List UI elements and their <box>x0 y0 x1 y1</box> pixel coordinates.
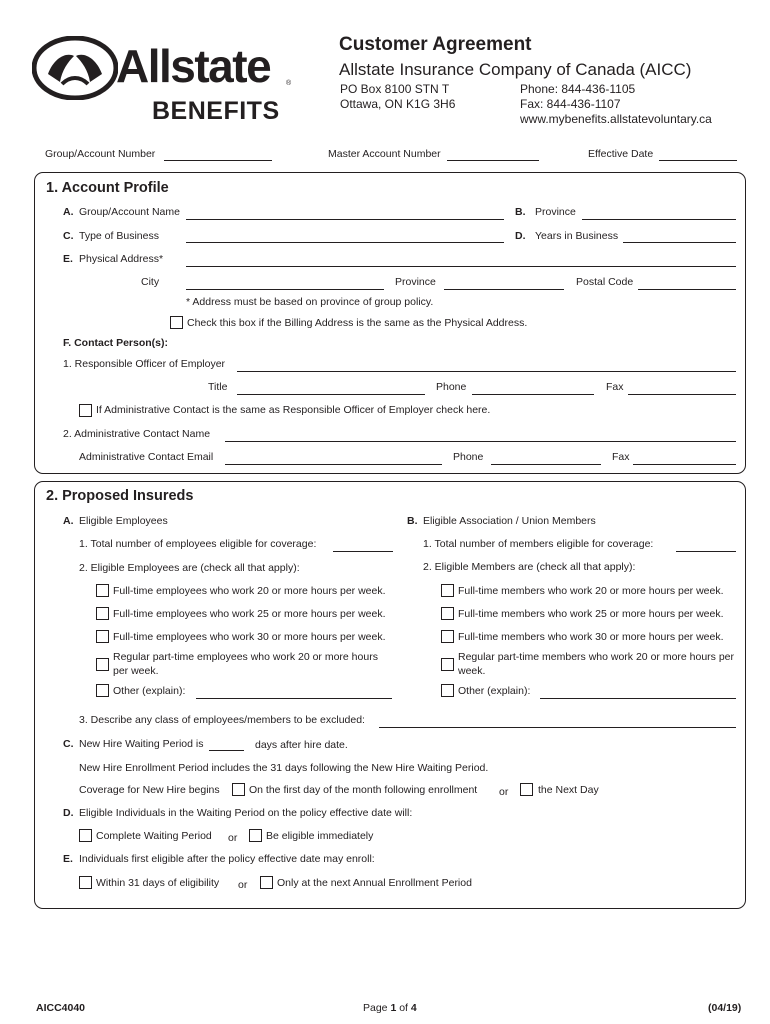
or-text-1: or <box>499 786 509 798</box>
employee-ft25-label: Full-time employees who work 25 or more hours per week. <box>113 608 386 620</box>
employee-pt20-checkbox[interactable] <box>96 658 109 671</box>
officer-title-field[interactable] <box>237 394 425 395</box>
benefits-wordmark: BENEFITS <box>152 97 280 125</box>
proposed-insureds-title: 2. Proposed Insureds <box>46 488 194 504</box>
postal-code-label: Postal Code <box>576 276 634 288</box>
employee-ft30-label: Full-time employees who work 30 or more hours per week. <box>113 631 386 643</box>
province-field[interactable] <box>582 219 736 220</box>
admin-contact-email-label: Administrative Contact Email <box>79 451 214 463</box>
city-field[interactable] <box>186 289 384 290</box>
member-ft20-label: Full-time members who work 20 or more hours per week. <box>458 585 724 597</box>
effective-date-label: Effective Date <box>588 148 654 160</box>
member-ft25-label: Full-time members who work 25 or more hours per week. <box>458 608 724 620</box>
next-annual-label: Only at the next Annual Enrollment Period <box>277 877 472 889</box>
complete-waiting-checkbox[interactable] <box>79 829 92 842</box>
waiting-period-suffix: days after hire date. <box>255 739 348 751</box>
admin-contact-email-field[interactable] <box>225 464 442 465</box>
admin-contact-name-label: 2. Administrative Contact Name <box>63 428 211 440</box>
province-label: Province <box>535 206 576 218</box>
eligible-employees-label: Eligible Employees <box>79 515 168 527</box>
admin-same-label: If Administrative Contact is the same as Responsible Officer of Employer check here. <box>96 404 491 416</box>
type-of-business-field[interactable] <box>186 242 504 243</box>
employee-other-field[interactable] <box>196 698 392 699</box>
member-other-label: Other (explain): <box>458 685 531 697</box>
employee-ft30-checkbox[interactable] <box>96 630 109 643</box>
effective-date-field[interactable] <box>659 160 737 161</box>
total-employees-label: 1. Total number of employees eligible for coverage: <box>79 538 317 550</box>
waiting-individuals-label: Eligible Individuals in the Waiting Period on the policy effective date will: <box>79 807 413 819</box>
next-day-checkbox[interactable] <box>520 783 533 796</box>
address-note: * Address must be based on province of group policy. <box>186 296 434 308</box>
billing-same-label: Check this box if the Billing Address is the same as the Physical Address. <box>187 317 528 329</box>
page-of: of <box>396 1002 411 1014</box>
coverage-begins-label: Coverage for New Hire begins <box>79 784 220 796</box>
page-number <box>363 1002 417 1014</box>
excluded-class-label: 3. Describe any class of employees/members to be excluded: <box>79 714 365 726</box>
contact-persons-label: F. Contact Person(s): <box>63 337 169 349</box>
form-code: AICC4040 <box>36 1002 86 1014</box>
member-ft30-label: Full-time members who work 30 or more hours per week. <box>458 631 724 643</box>
admin-same-checkbox[interactable] <box>79 404 92 417</box>
admin-phone-label: Phone <box>453 451 484 463</box>
admin-phone-field[interactable] <box>491 464 601 465</box>
address-line-1: PO Box 8100 STN T <box>340 82 450 96</box>
admin-fax-label: Fax <box>612 451 630 463</box>
officer-phone-field[interactable] <box>472 394 594 395</box>
registered-mark: ® <box>286 80 292 87</box>
item-d-letter: D. <box>515 230 526 242</box>
admin-fax-field[interactable] <box>633 464 736 465</box>
years-in-business-label: Years in Business <box>535 230 619 242</box>
group-account-name-label: Group/Account Name <box>79 206 180 218</box>
company-name: Allstate Insurance Company of Canada (AICC) <box>339 60 692 79</box>
member-pt20-label: Regular part-time members who work 20 or more hours per <box>458 651 735 663</box>
employee-other-checkbox[interactable] <box>96 684 109 697</box>
members-check-label: 2. Eligible Members are (check all that apply): <box>423 561 636 573</box>
group-account-field[interactable] <box>164 160 272 161</box>
enrollment-period-text: New Hire Enrollment Period includes the 31 days following the New Hire Waiting Period. <box>79 762 489 774</box>
officer-fax-field[interactable] <box>628 394 736 395</box>
member-pt20-checkbox[interactable] <box>441 658 454 671</box>
page-prefix: Page <box>363 1002 391 1014</box>
complete-waiting-label: Complete Waiting Period <box>96 830 212 842</box>
website-link[interactable]: www.mybenefits.allstatevoluntary.ca <box>520 112 712 126</box>
eligible-immediately-checkbox[interactable] <box>249 829 262 842</box>
officer-fax-label: Fax <box>606 381 624 393</box>
item-c-letter: C. <box>63 230 74 242</box>
admin-contact-name-field[interactable] <box>225 441 736 442</box>
within-31-days-label: Within 31 days of eligibility <box>96 877 220 889</box>
address-province-field[interactable] <box>444 289 564 290</box>
member-ft20-checkbox[interactable] <box>441 584 454 597</box>
item-a-letter: A. <box>63 206 74 218</box>
group-account-label: Group/Account Number <box>45 148 156 160</box>
city-label: City <box>141 276 160 288</box>
first-day-month-checkbox[interactable] <box>232 783 245 796</box>
item-b-letter: B. <box>515 206 526 218</box>
group-account-name-field[interactable] <box>186 219 504 220</box>
page-title: Customer Agreement <box>339 34 532 55</box>
fax-number: Fax: 844-436-1107 <box>520 97 621 111</box>
eligible-members-label: Eligible Association / Union Members <box>423 515 596 527</box>
employee-other-label: Other (explain): <box>113 685 186 697</box>
member-other-checkbox[interactable] <box>441 684 454 697</box>
waiting-period-label: New Hire Waiting Period is <box>79 738 204 750</box>
excluded-class-field[interactable] <box>379 727 736 728</box>
member-ft30-checkbox[interactable] <box>441 630 454 643</box>
or-text-2: or <box>228 832 238 844</box>
billing-same-checkbox[interactable] <box>170 316 183 329</box>
employee-ft20-checkbox[interactable] <box>96 584 109 597</box>
item-c-letter-2: C. <box>63 738 74 750</box>
master-account-field[interactable] <box>447 160 539 161</box>
item-e-letter: E. <box>63 253 73 265</box>
page-total: 4 <box>410 1002 417 1014</box>
years-in-business-field[interactable] <box>623 242 736 243</box>
type-of-business-label: Type of Business <box>79 230 159 242</box>
postal-code-field[interactable] <box>638 289 736 290</box>
within-31-days-checkbox[interactable] <box>79 876 92 889</box>
employee-pt20-label: Regular part-time employees who work 20 or more hours <box>113 651 378 663</box>
total-members-label: 1. Total number of members eligible for coverage: <box>423 538 654 550</box>
physical-address-field[interactable] <box>186 266 736 267</box>
allstate-logo <box>32 36 294 126</box>
item-a-letter-2: A. <box>63 515 74 527</box>
member-other-field[interactable] <box>540 698 736 699</box>
employee-ft20-label: Full-time employees who work 20 or more hours per week. <box>113 585 386 597</box>
account-profile-title: 1. Account Profile <box>46 180 169 196</box>
brand-wordmark: Allstate <box>116 40 271 92</box>
officer-phone-label: Phone <box>436 381 467 393</box>
address-province-label: Province <box>395 276 436 288</box>
total-employees-field[interactable] <box>333 551 393 552</box>
form-version: (04/19) <box>708 1002 742 1014</box>
responsible-officer-field[interactable] <box>237 371 736 372</box>
next-annual-checkbox[interactable] <box>260 876 273 889</box>
item-d-letter-2: D. <box>63 807 74 819</box>
item-b-letter-2: B. <box>407 515 418 527</box>
master-account-label: Master Account Number <box>328 148 441 160</box>
first-day-month-label: On the first day of the month following enrollment <box>249 784 478 796</box>
member-ft25-checkbox[interactable] <box>441 607 454 620</box>
eligible-immediately-label: Be eligible immediately <box>266 830 374 842</box>
phone-number: Phone: 844-436-1105 <box>520 82 636 96</box>
member-pt20-label-cont: week. <box>458 665 486 677</box>
address-line-2: Ottawa, ON K1G 3H6 <box>340 97 456 111</box>
or-text-3: or <box>238 879 248 891</box>
total-members-field[interactable] <box>676 551 736 552</box>
page-current: 1 <box>390 1002 397 1014</box>
waiting-period-field[interactable] <box>209 750 244 751</box>
officer-title-label: Title <box>208 381 228 393</box>
physical-address-label: Physical Address* <box>79 253 164 265</box>
first-eligible-label: Individuals first eligible after the policy effective date may enroll: <box>79 853 375 865</box>
item-e-letter-2: E. <box>63 853 73 865</box>
employee-ft25-checkbox[interactable] <box>96 607 109 620</box>
responsible-officer-label: 1. Responsible Officer of Employer <box>63 358 226 370</box>
hands-logo-icon <box>32 36 118 100</box>
employee-pt20-label-cont: per week. <box>113 665 159 677</box>
employees-check-label: 2. Eligible Employees are (check all that apply): <box>79 562 300 574</box>
next-day-label: the Next Day <box>538 784 599 796</box>
